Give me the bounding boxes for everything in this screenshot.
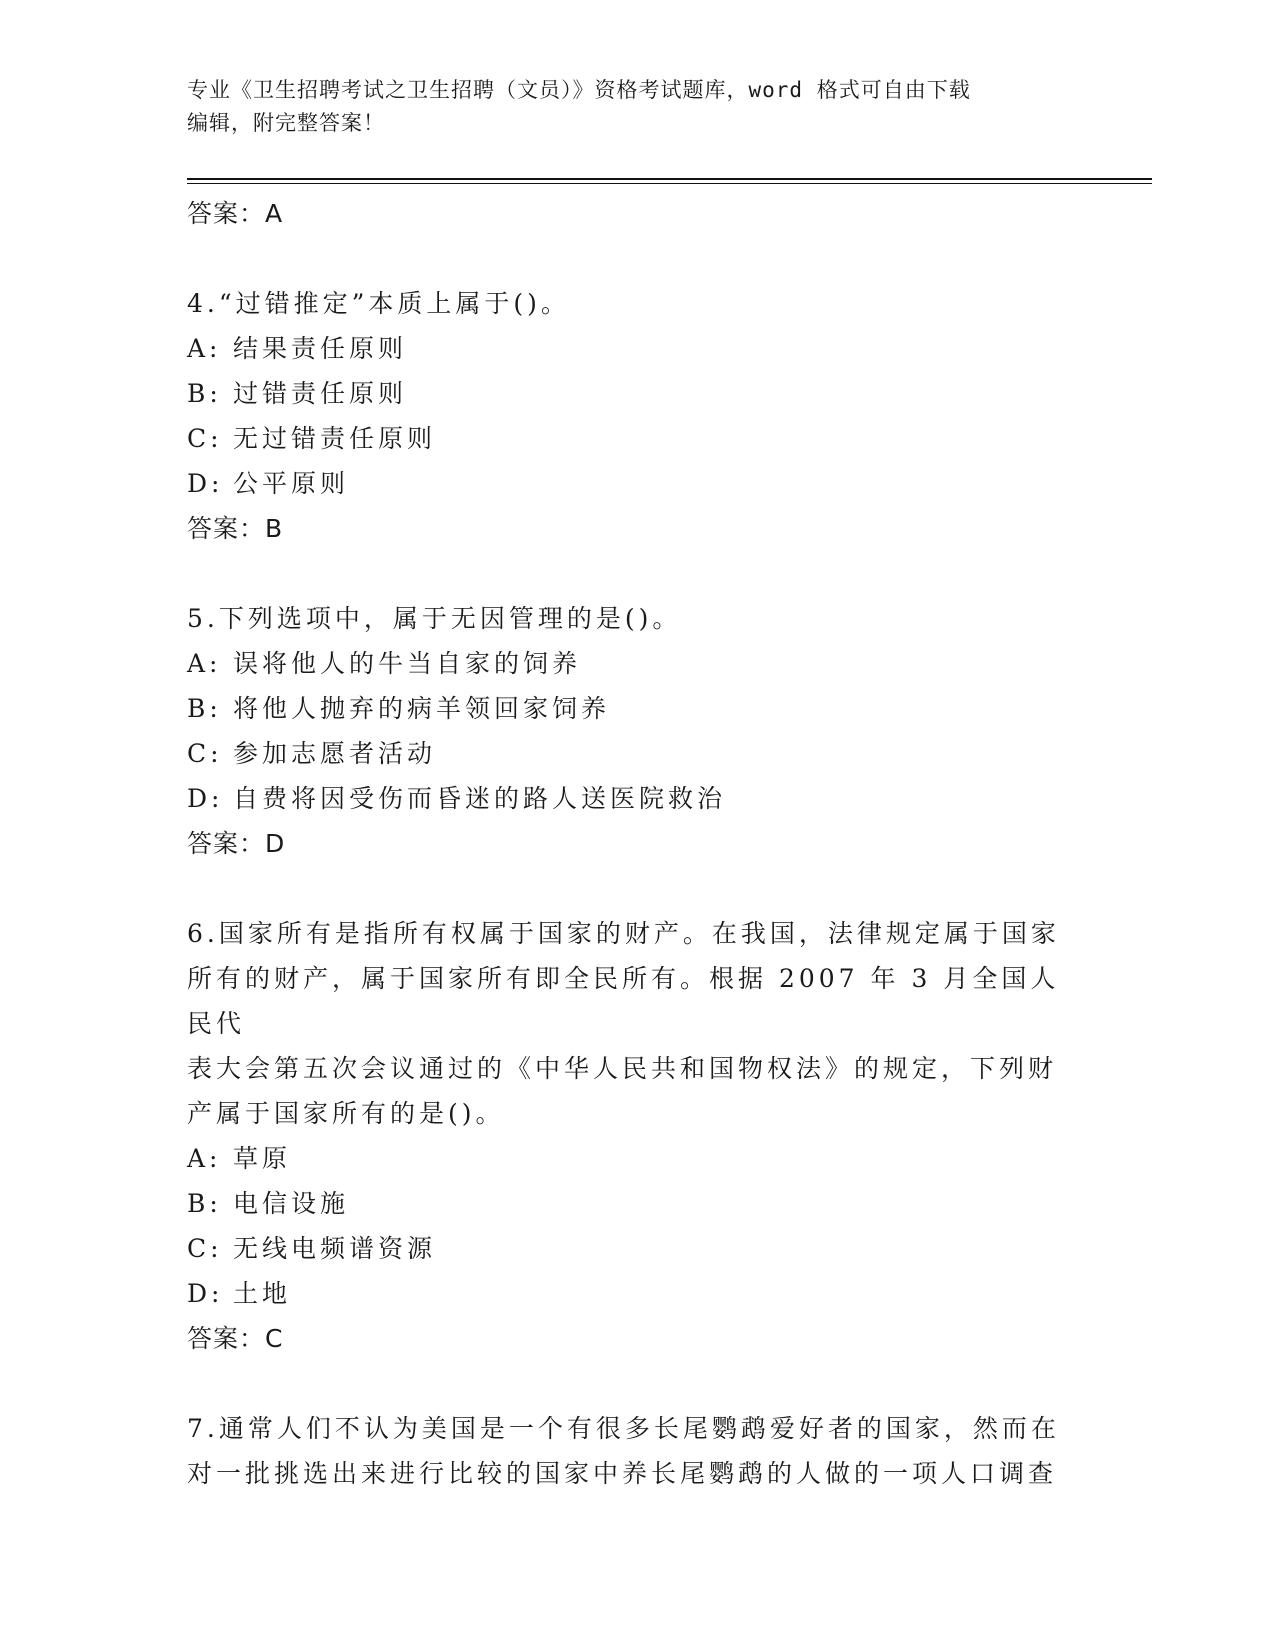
question-text: 5.下列选项中，属于无因管理的是()。 <box>187 604 682 633</box>
question-text: 6.国家所有是指所有权属于国家的财产。在我国，法律规定属于国家 <box>187 919 1060 948</box>
answer-prefix: 答案： <box>187 199 266 228</box>
header-line-1: 专业《卫生招聘考试之卫生招聘（文员）》资格考试题库，word 格式可自由下载 <box>187 78 971 102</box>
question-gap <box>187 237 1087 281</box>
option-c <box>187 416 1087 461</box>
option-key: D: <box>187 784 224 813</box>
option-text: 参加志愿者活动 <box>233 739 437 768</box>
header-divider-thin <box>187 183 1152 184</box>
option-key: D: <box>187 1279 224 1308</box>
question-text: 所有的财产，属于国家所有即全民所有。根据 2007 年 3 月全国人民代 <box>187 964 1060 1038</box>
option-c <box>187 1226 1087 1271</box>
answer-line <box>187 821 1087 867</box>
option-d <box>187 776 1087 821</box>
header-divider-thick <box>187 178 1152 180</box>
option-a <box>187 326 1087 371</box>
option-text: 草原 <box>233 1144 292 1173</box>
option-text: 误将他人的牛当自家的饲养 <box>233 649 582 678</box>
answer-value: A <box>265 199 284 228</box>
option-key: D: <box>187 469 224 498</box>
question-5 <box>187 596 1087 867</box>
answer-value: D <box>265 829 286 858</box>
question-gap <box>187 552 1087 596</box>
option-key: B: <box>187 1189 222 1218</box>
question-gap <box>187 1362 1087 1406</box>
question-text: 产属于国家所有的是()。 <box>187 1099 505 1128</box>
option-a <box>187 1136 1087 1181</box>
option-text: 无线电频谱资源 <box>233 1234 437 1263</box>
option-key: A: <box>187 1144 222 1173</box>
option-key: C: <box>187 1234 223 1263</box>
answer-prefix: 答案： <box>187 514 266 543</box>
question-7 <box>187 1406 1087 1496</box>
answer-prefix: 答案： <box>187 829 266 858</box>
document-header <box>187 74 1067 140</box>
option-key: A: <box>187 649 222 678</box>
question-4 <box>187 281 1087 552</box>
question-list <box>187 191 1087 1496</box>
option-d <box>187 1271 1087 1316</box>
question-gap <box>187 867 1087 911</box>
question-text: 对一批挑选出来进行比较的国家中养长尾鹦鹉的人做的一项人口调查 <box>187 1459 1058 1488</box>
option-text: 电信设施 <box>233 1189 350 1218</box>
option-key: B: <box>187 694 222 723</box>
option-text: 公平原则 <box>233 469 350 498</box>
answer-line <box>187 506 1087 552</box>
question-text: 表大会第五次会议通过的《中华人民共和国物权法》的规定，下列财 <box>187 1054 1058 1083</box>
option-text: 将他人抛弃的病羊领回家饲养 <box>233 694 611 723</box>
option-c <box>187 731 1087 776</box>
option-text: 自费将因受伤而昏迷的路人送医院救治 <box>233 784 727 813</box>
option-b <box>187 686 1087 731</box>
option-key: B: <box>187 379 222 408</box>
option-text: 过错责任原则 <box>233 379 408 408</box>
option-text: 土地 <box>233 1279 292 1308</box>
answer-value: C <box>265 1324 284 1353</box>
question-6 <box>187 911 1087 1362</box>
question-text: 4.“过错推定”本质上属于()。 <box>187 289 570 318</box>
option-b <box>187 371 1087 416</box>
option-text: 无过错责任原则 <box>233 424 437 453</box>
option-text: 结果责任原则 <box>233 334 408 363</box>
answer-line-prev <box>187 191 1087 237</box>
option-key: A: <box>187 334 222 363</box>
option-d <box>187 461 1087 506</box>
option-key: C: <box>187 739 223 768</box>
answer-line <box>187 1316 1087 1362</box>
question-text: 7.通常人们不认为美国是一个有很多长尾鹦鹉爱好者的国家，然而在 <box>187 1414 1060 1443</box>
option-b <box>187 1181 1087 1226</box>
option-a <box>187 641 1087 686</box>
answer-prefix: 答案： <box>187 1324 266 1353</box>
option-key: C: <box>187 424 223 453</box>
header-line-2: 编辑，附完整答案！ <box>187 111 385 135</box>
answer-value: B <box>265 514 284 543</box>
